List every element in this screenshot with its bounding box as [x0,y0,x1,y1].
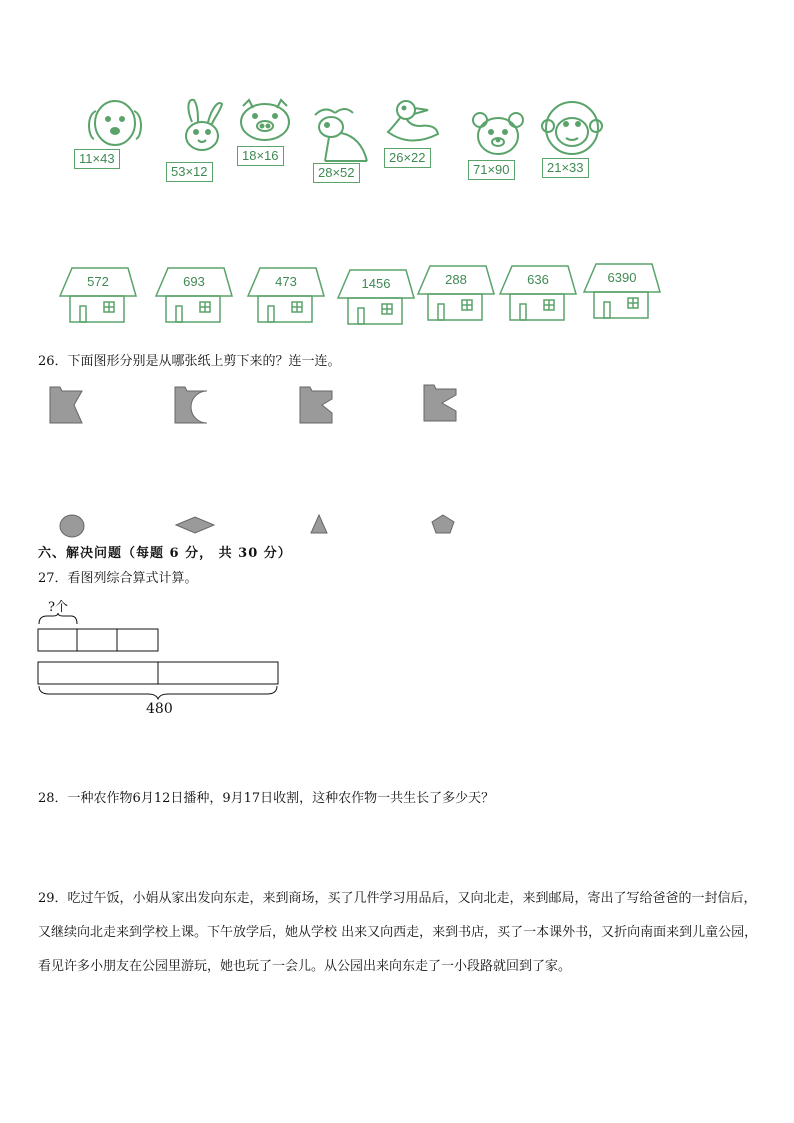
unknown-count-label: ?个 [48,600,68,615]
diagram-brace-top [37,612,81,626]
house-572 [58,266,138,324]
house-6390 [582,262,662,320]
house-473 [246,266,326,324]
dog-expression-tag: 11×43 [74,149,120,169]
house-number: 572 [87,274,109,289]
goat-illustration [305,105,380,190]
house-number: 6390 [607,270,637,285]
bear-expression-tag: 71×90 [468,160,515,180]
question-28: 28．一种农作物6月12日播种，9月17日收割，这种农作物一共生长了多少天？ [38,791,495,806]
pig-expression-tag: 18×16 [237,146,284,166]
large-bar [37,661,279,685]
bear-illustration [468,110,538,190]
triangle-shape [309,513,329,535]
pentagon-shape [430,513,456,535]
house-number: 473 [275,274,297,289]
house-number: 693 [183,274,205,289]
cut-paper-3 [298,383,334,427]
duck-illustration [380,98,450,178]
house-number: 288 [445,272,467,287]
rabbit-expression-tag: 53×12 [166,162,213,182]
pig-illustration [235,98,305,178]
cut-paper-4 [422,381,458,425]
question-29: 29．吃过午饭，小娟从家出发向东走，来到商场，买了几件学习用品后，又向北走，来到邮局，寄出了写给爸爸的一封信后，又继续向北走来到学校上课。下午放学后，她从学校 出来又向西走，来到书店，买了一本课外书，又折向南面来到儿童公园，看见许多小朋友在公园里游玩，她也玩了一会儿。从公园出来向东走了一小段路就回到了家。 [38,891,758,974]
cut-paper-2 [173,383,209,427]
house-number: 1456 [361,276,391,291]
total-label: 480 [146,701,173,717]
monkey-illustration [538,100,613,185]
rhombus-shape [174,515,216,535]
circle-shape [58,513,86,539]
diagram-brace-bottom [37,684,279,700]
house-693 [154,266,234,324]
house-636 [498,264,578,322]
house-1456 [336,268,416,326]
section-6-heading: 六、解决问题（每题 6 分， 共 30 分） [38,546,292,561]
duck-expression-tag: 26×22 [384,148,431,168]
monkey-expression-tag: 21×33 [542,158,589,178]
goat-expression-tag: 28×52 [313,163,360,183]
question-27: 27．看图列综合算式计算。 [38,571,198,586]
dog-illustration [80,95,150,180]
question-26: 26．下面图形分别是从哪张纸上剪下来的？连一连。 [38,354,341,369]
house-number: 636 [527,272,549,287]
house-288 [416,264,496,322]
small-bar [37,628,159,652]
rabbit-illustration [168,98,238,183]
cut-paper-1 [48,383,84,427]
